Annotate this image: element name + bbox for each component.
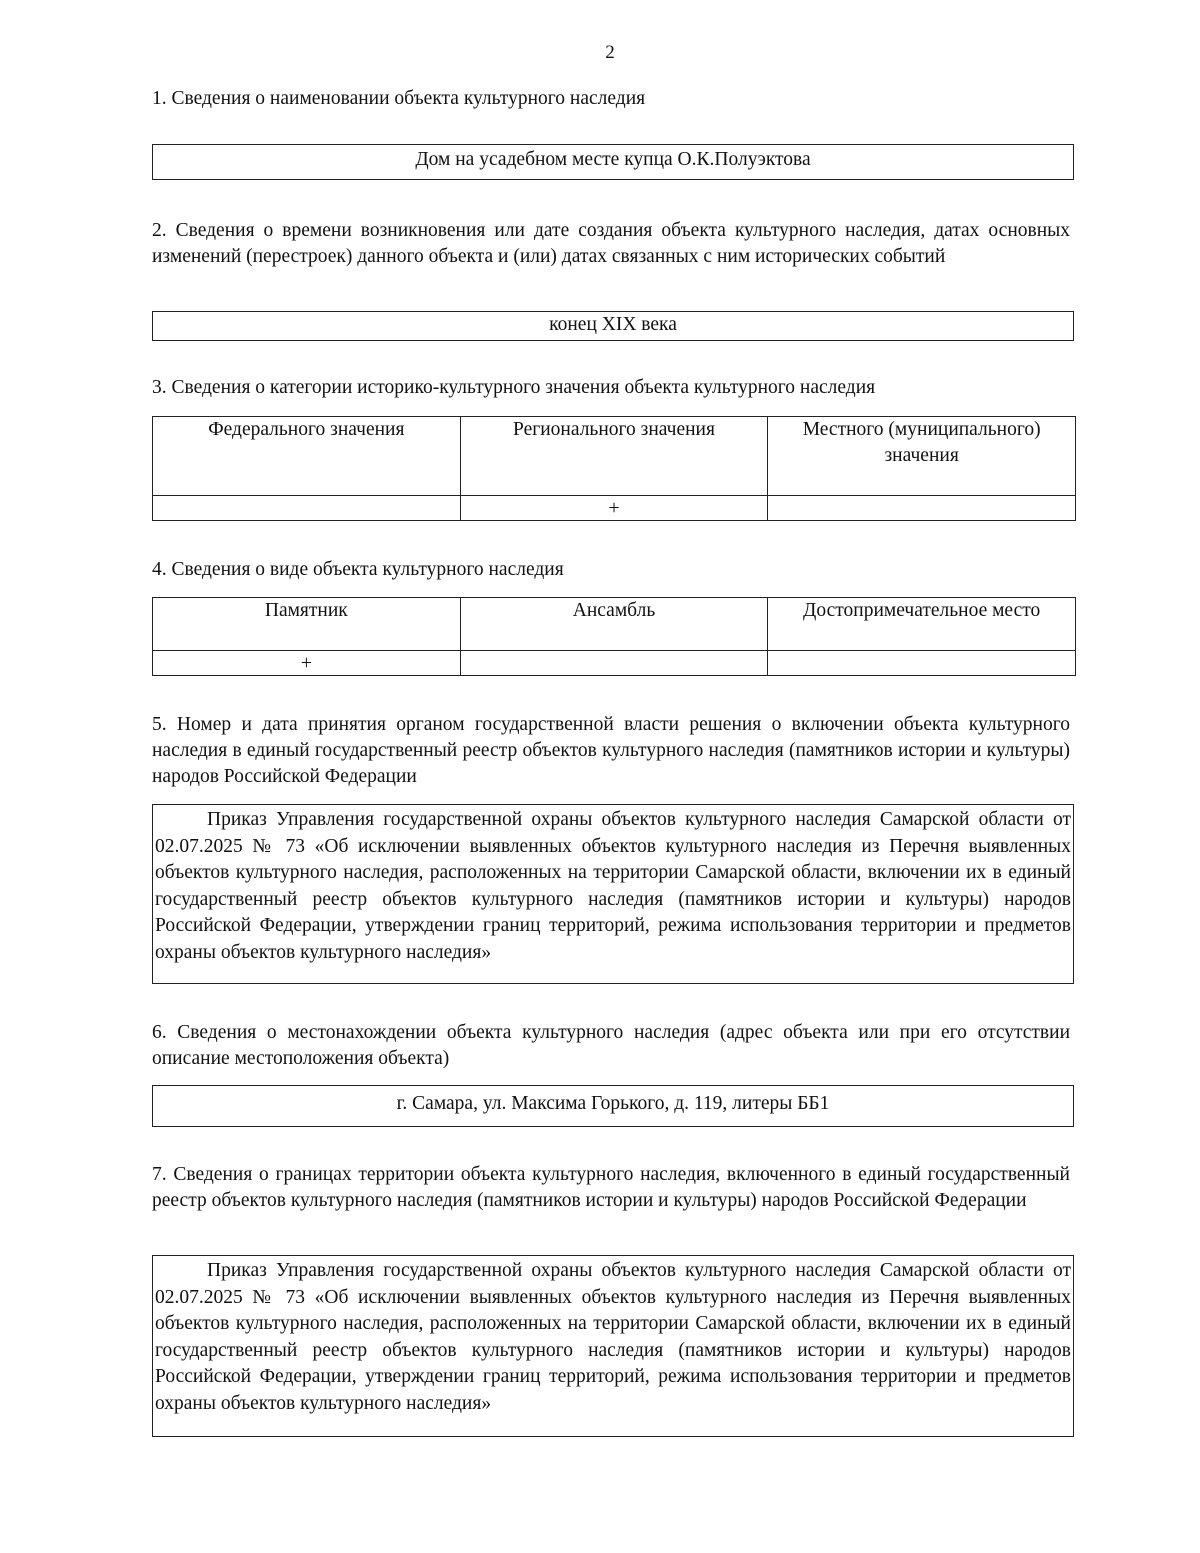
section-7-heading: 7. Сведения о границах территории объекта культурного наследия, включенного в единый государственный реестр объектов культурного наследия (памятников истории и культуры) народов Российской Федерации (152, 1164, 1070, 1211)
column-ensemble: Ансамбль (460, 598, 768, 651)
section-1-object-name: Дом на усадебном месте купца О.К.Полуэктова (152, 144, 1074, 180)
column-local: Местного (муниципального) значения (768, 417, 1076, 496)
mark-federal (153, 496, 461, 521)
mark-regional: + (460, 496, 768, 521)
section-7-boundaries-value: Приказ Управления государственной охраны объектов культурного наследия Самарской области от 02.07.2025 № 73 «Об исключении выявленных объектов культурного наследия из Перечня выявленных объектов культурного наследия, расположенных на территории Самарской области, включении их в единый государственный реестр объектов культурного наследия (памятников истории и культуры) народов Российской Федерации, утверждении границ территорий, режима использования территории и предметов охраны объектов культурного наследия» (155, 1260, 1071, 1414)
section-4-heading: 4. Сведения о виде объекта культурного наследия (152, 559, 564, 580)
section-6-heading: 6. Сведения о местонахождении объекта культурного наследия (адрес объекта или при его отсутствии описание местоположения объекта) (152, 1022, 1070, 1069)
section-5-decision-value: Приказ Управления государственной охраны объектов культурного наследия Самарской области от 02.07.2025 № 73 «Об исключении выявленных объектов культурного наследия из Перечня выявленных объектов культурного наследия, расположенных на территории Самарской области, включении их в единый государственный реестр объектов культурного наследия (памятников истории и культуры) народов Российской Федерации, утверждении границ территорий, режима использования территории и предметов охраны объектов культурного наследия» (155, 809, 1071, 963)
section-1-heading: 1. Сведения о наименовании объекта культурного наследия (152, 88, 646, 109)
type-mark-row (153, 651, 1076, 676)
column-monument: Памятник (153, 598, 461, 651)
category-header-row (153, 417, 1076, 496)
type-header-row (153, 598, 1076, 651)
column-regional: Регионального значения (460, 417, 768, 496)
type-table (152, 597, 1076, 676)
section-7-boundaries-text (152, 1255, 1074, 1437)
section-2-creation-date: конец XIX века (152, 311, 1074, 341)
column-landmark: Достопримечательное место (768, 598, 1076, 651)
mark-ensemble (460, 651, 768, 676)
column-federal: Федерального значения (153, 417, 461, 496)
mark-landmark (768, 651, 1076, 676)
section-5-heading: 5. Номер и дата принятия органом государственной власти решения о включении объекта культурного наследия в единый государственный реестр объектов культурного наследия (памятников истории и культуры) народов Российской Федерации (152, 714, 1070, 787)
mark-local (768, 496, 1076, 521)
category-table (152, 416, 1076, 521)
section-5-decision-text (152, 804, 1074, 984)
section-3-heading: 3. Сведения о категории историко-культурного значения объекта культурного наследия (152, 377, 876, 398)
section-6-address: г. Самара, ул. Максима Горького, д. 119, литеры ББ1 (152, 1085, 1074, 1127)
category-mark-row (153, 496, 1076, 521)
mark-monument: + (153, 651, 461, 676)
page-number: 2 (605, 42, 615, 63)
section-2-heading: 2. Сведения о времени возникновения или дате создания объекта культурного наследия, датах основных изменений (перестроек) данного объекта и (или) датах связанных с ним исторических событий (152, 220, 1070, 267)
